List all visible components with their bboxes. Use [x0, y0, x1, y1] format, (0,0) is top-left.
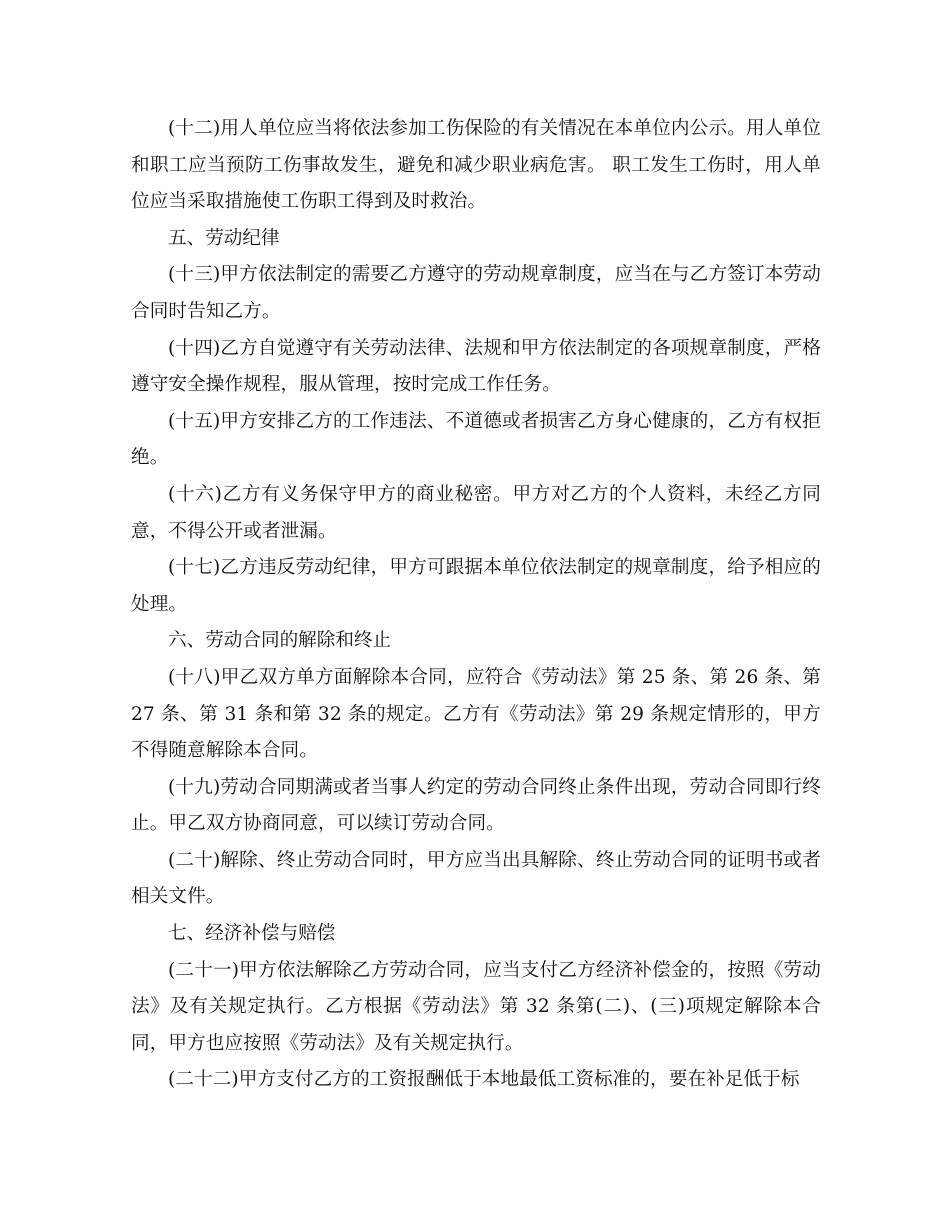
section-heading-labor-discipline: 五、劳动纪律 [168, 227, 280, 249]
paragraph-21: (二十一)甲方依法解除乙方劳动合同，应当支付乙方经济补偿金的，按照《劳动法》及有关规定执行。乙方根据《劳动法》第 32 条第(二)、(三)项规定解除本合同，甲方也应按照《劳动法》及有关规定执行。 [131, 959, 821, 1054]
paragraph-22: (二十二)甲方支付乙方的工资报酬低于本地最低工资标准的，要在补足低于标 [168, 1069, 800, 1091]
paragraph-16: (十六)乙方有义务保守甲方的商业秘密。甲方对乙方的个人资料，未经乙方同意，不得公开或者泄漏。 [131, 483, 821, 542]
paragraph-18: (十八)甲乙双方单方面解除本合同，应符合《劳动法》第 25 条、第 26 条、第 27 条、第 31 条和第 32 条的规定。乙方有《劳动法》第 29 条规定情形的，甲方不得随意解除本合同。 [131, 666, 821, 762]
section-heading-compensation: 七、经济补偿与赔偿 [168, 923, 336, 945]
section-heading-termination: 六、劳动合同的解除和终止 [168, 630, 392, 652]
document-body [131, 111, 821, 1099]
paragraph-19: (十九)劳动合同期满或者当事人约定的劳动合同终止条件出现，劳动合同即行终止。甲乙双方协商同意，可以续订劳动合同。 [131, 776, 821, 835]
paragraph-17: (十七)乙方违反劳动纪律，甲方可跟据本单位依法制定的规章制度，给予相应的处理。 [131, 557, 821, 615]
paragraph-20: (二十)解除、终止劳动合同时，甲方应当出具解除、终止劳动合同的证明书或者相关文件。 [131, 849, 821, 908]
paragraph-12: (十二)用人单位应当将依法参加工伤保险的有关情况在本单位内公示。用人单位和职工应当预防工伤事故发生，避免和减少职业病危害。 职工发生工伤时，用人单位应当采取措施使工伤职工得到及时救治。 [131, 118, 821, 213]
paragraph-13: (十三)甲方依法制定的需要乙方遵守的劳动规章制度，应当在与乙方签订本劳动合同时告知乙方。 [131, 264, 821, 322]
paragraph-14: (十四)乙方自觉遵守有关劳动法律、法规和甲方依法制定的各项规章制度，严格遵守安全操作规程，服从管理，按时完成工作任务。 [131, 337, 821, 396]
paragraph-15: (十五)甲方安排乙方的工作违法、不道德或者损害乙方身心健康的，乙方有权拒绝。 [131, 410, 821, 469]
